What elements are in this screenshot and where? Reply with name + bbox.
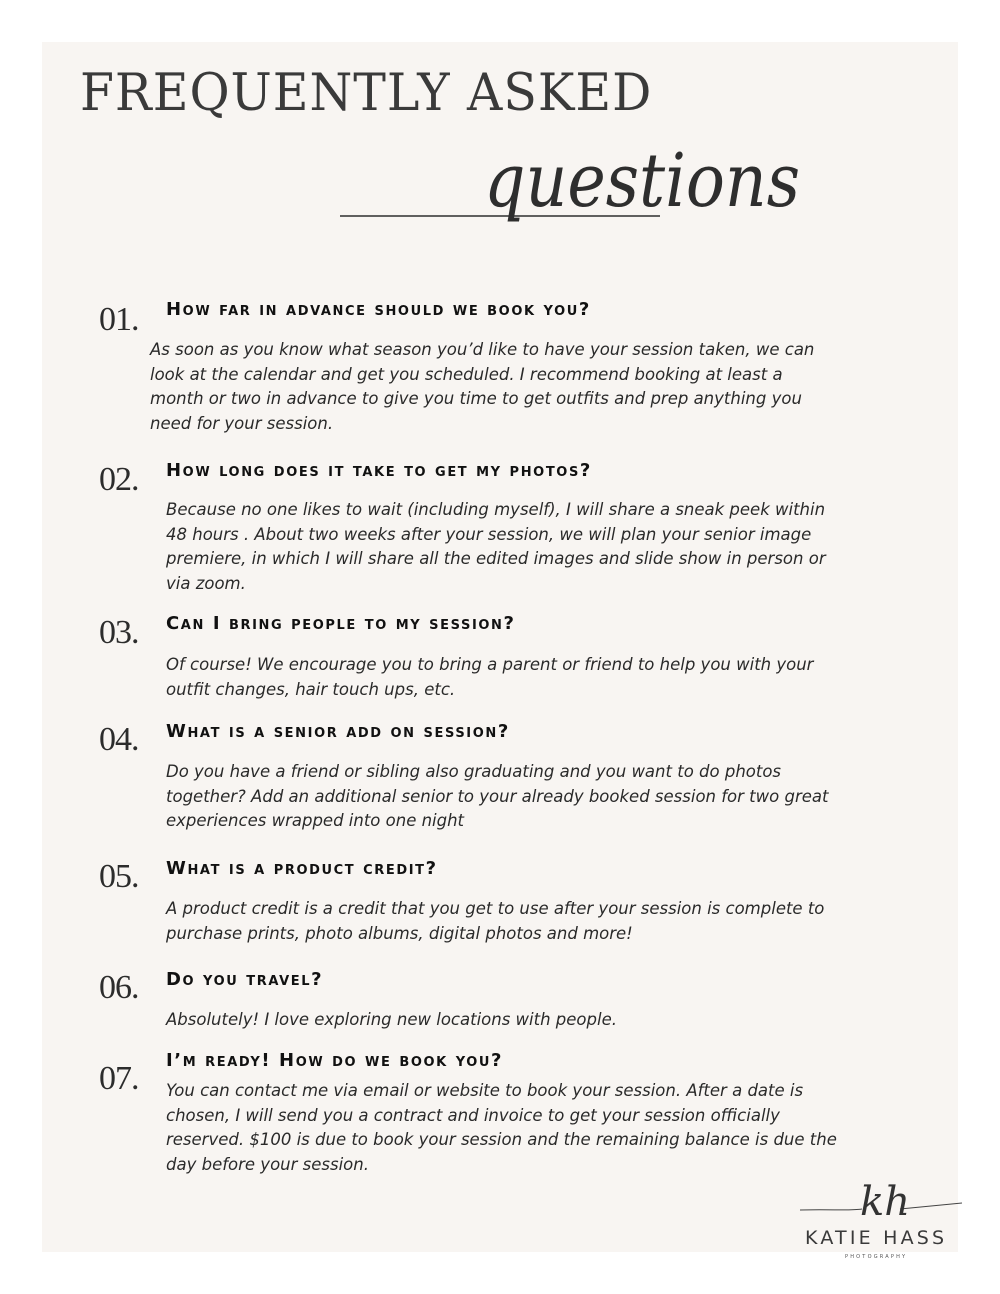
faq-answer: Do you have a friend or sibling also graduating and you want to do photos together? Add an additional senior to your already booked session for two great experiences wrapped into one night (166, 762, 829, 830)
faq-answer: You can contact me via email or website to book your session. After a date is chosen, I will send you a contract and invoice to get your session officially reserved. $100 is due to book your session and the remaining balance is due the day before your session. (166, 1081, 837, 1174)
page-title: FREQUENTLY ASKED (80, 64, 653, 123)
faq-number: 03. (99, 614, 139, 651)
faq-number: 02. (99, 461, 139, 498)
brand-name: KATIE HASS (805, 1227, 948, 1249)
faq-answer: Absolutely! I love exploring new locations with people. (166, 1010, 617, 1029)
faq-question: Can I bring people to my session? (166, 613, 516, 634)
faq-question: What is a senior add on session? (166, 721, 510, 742)
brand-subtitle: PHOTOGRAPHY (845, 1254, 908, 1260)
faq-question: I’m ready! How do we book you? (166, 1050, 504, 1071)
faq-number: 06. (99, 969, 139, 1006)
faq-answer: As soon as you know what season you’d like to have your session taken, we can look at the calendar and get you scheduled. I recommend booking at least a month or two in advance to give you time to get outfits and prep anything you need for your session. (150, 340, 815, 433)
faq-number: 01. (99, 301, 139, 338)
faq-question: How far in advance should we book you? (166, 299, 591, 320)
faq-answer: A product credit is a credit that you get to use after your session is complete to purchase prints, photo albums, digital photos and more! (166, 899, 825, 943)
faq-answer: Because no one likes to wait (including myself), I will share a sneak peek within 48 hours . About two weeks after your session, we will plan your senior image premiere, in which I will share all the edited images and slide show in person or via zoom. (166, 500, 826, 593)
brand-monogram: kh (860, 1179, 910, 1225)
questions-script-heading (0, 0, 1000, 300)
faq-number: 04. (99, 721, 139, 758)
faq-number: 05. (99, 858, 139, 895)
faq-question: Do you travel? (166, 969, 324, 990)
faq-number: 07. (99, 1060, 139, 1097)
faq-question: How long does it take to get my photos? (166, 460, 592, 481)
faq-answer: Of course! We encourage you to bring a parent or friend to help you with your outfit changes, hair touch ups, etc. (166, 655, 814, 699)
script-subtitle: questions (484, 138, 800, 224)
faq-question: What is a product credit? (166, 858, 438, 879)
brand-monogram-logo (790, 1165, 970, 1235)
